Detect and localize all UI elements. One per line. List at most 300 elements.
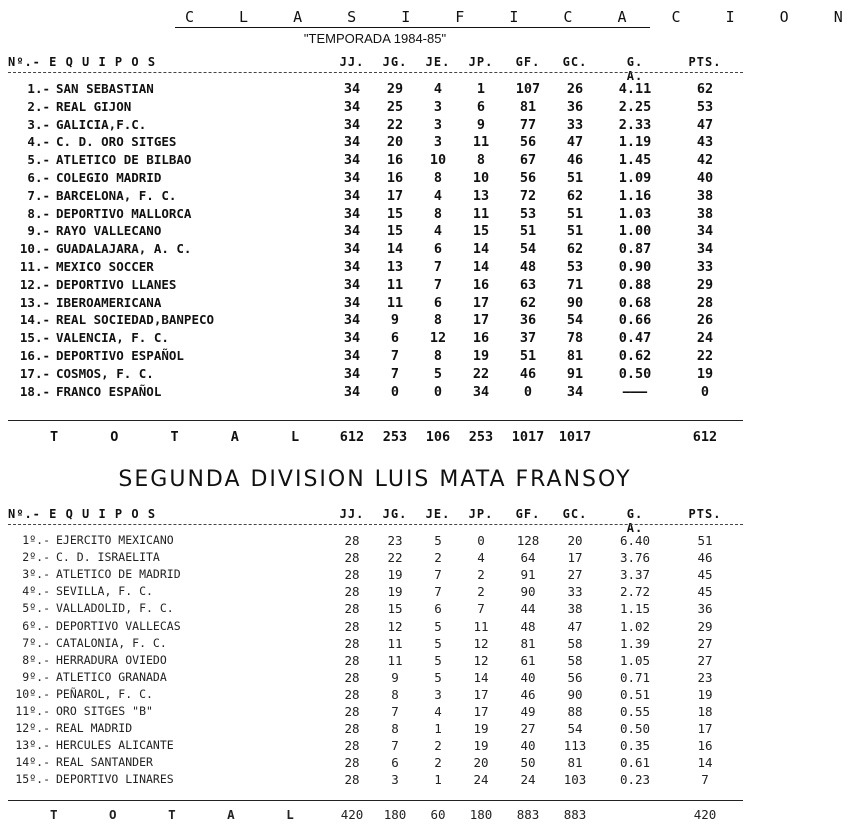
cell-jg: 7 (391, 738, 399, 754)
team-name: DEPORTIVO MALLORCA (56, 205, 192, 221)
cell-je: 8 (433, 170, 443, 186)
cell-gc: 17 (567, 550, 583, 566)
cell-je: 4 (433, 223, 443, 240)
header-pts: PTS. (688, 507, 722, 521)
cell-pts: 23 (697, 669, 713, 685)
cell-jp: 17 (472, 294, 490, 311)
cell-ga: 0.35 (619, 738, 651, 754)
cell-gf: 56 (519, 134, 537, 151)
cell-jg: 0 (390, 383, 400, 400)
cell-jg: 11 (386, 276, 404, 293)
cell-ga: 1.15 (619, 601, 651, 617)
rank: 9º.- (22, 669, 50, 684)
cell-jg: 9 (390, 312, 400, 329)
cell-gc: 46 (566, 152, 584, 169)
cell-je: 1 (434, 721, 442, 737)
cell-jj: 28 (344, 721, 360, 737)
cell-pts: 14 (697, 755, 713, 771)
cell-jj: 28 (344, 550, 360, 566)
total-gf: 883 (516, 807, 540, 822)
total-jg: 253 (382, 429, 408, 445)
cell-jp: 16 (472, 276, 490, 293)
table-row (0, 738, 750, 756)
rank: 13º.- (15, 738, 50, 753)
cell-gc: 20 (567, 533, 583, 548)
cell-ga: 1.00 (618, 223, 652, 240)
cell-jj: 34 (343, 312, 361, 329)
cell-gf: 54 (519, 241, 537, 258)
cell-gc: 62 (566, 187, 584, 204)
cell-gf: 0 (523, 383, 533, 400)
table-row (0, 584, 750, 602)
rank: 6º.- (22, 618, 50, 633)
cell-jp: 19 (472, 348, 490, 364)
cell-jp: 9 (476, 116, 486, 133)
cell-jg: 8 (391, 721, 399, 737)
table-row (0, 550, 750, 568)
cell-ga: 0.62 (618, 348, 652, 364)
cell-ga: ——— (622, 383, 648, 400)
cell-jp: 11 (473, 618, 489, 634)
header-jg: JG. (382, 55, 408, 69)
cell-jg: 15 (387, 601, 403, 617)
cell-ga: 0.50 (618, 365, 652, 382)
rank: 15.- (19, 330, 50, 346)
total-jp: 180 (469, 807, 493, 822)
cell-gf: 81 (520, 635, 536, 651)
cell-gf: 56 (519, 170, 537, 186)
total-pts: 612 (692, 429, 718, 445)
cell-je: 7 (434, 584, 442, 600)
cell-gc: 90 (567, 686, 583, 702)
cell-ga: 0.68 (618, 294, 652, 311)
rank: 3º.- (22, 567, 50, 582)
cell-je: 6 (433, 294, 443, 311)
cell-jj: 28 (344, 755, 360, 771)
header-gf: GF. (515, 507, 541, 521)
cell-jg: 3 (391, 772, 399, 788)
team-name: MEXICO SOCCER (56, 259, 154, 274)
cell-jg: 11 (386, 294, 404, 311)
table-row (0, 117, 750, 135)
cell-ga: 0.47 (618, 330, 652, 347)
cell-gf: 128 (516, 533, 540, 548)
cell-gc: 90 (566, 294, 584, 311)
cell-jp: 24 (473, 772, 489, 788)
cell-gc: 34 (566, 383, 584, 400)
cell-jj: 28 (344, 618, 360, 634)
cell-ga: 2.33 (618, 116, 652, 133)
cell-gc: 33 (566, 116, 584, 133)
rank: 17.- (19, 365, 50, 381)
cell-gf: 48 (520, 618, 536, 634)
cell-jj: 34 (343, 205, 361, 222)
team-name: ATLETICO DE BILBAO (56, 152, 192, 168)
cell-jj: 34 (343, 152, 361, 169)
cell-jg: 23 (387, 533, 403, 548)
cell-pts: 34 (696, 241, 714, 258)
cell-jj: 28 (344, 652, 360, 668)
cell-je: 10 (429, 152, 447, 169)
table-row (0, 670, 750, 688)
header-gf: GF. (515, 55, 541, 69)
team-name: BARCELONA, F. C. (56, 187, 177, 203)
cell-gc: 71 (566, 276, 584, 293)
header-gc: GC. (562, 507, 588, 521)
cell-gf: 51 (519, 348, 537, 364)
rank: 14.- (19, 312, 50, 328)
cell-jg: 9 (391, 669, 399, 685)
cell-je: 3 (433, 116, 443, 133)
rank: 1º.- (22, 533, 50, 547)
cell-gf: 48 (519, 259, 537, 275)
team-name: DEPORTIVO ESPAÑOL (56, 348, 184, 363)
cell-jg: 6 (391, 755, 399, 771)
team-name: PEÑAROL, F. C. (56, 686, 153, 701)
cell-jj: 34 (343, 170, 361, 186)
cell-gc: 58 (567, 635, 583, 651)
team-name: FRANCO ESPAÑOL (56, 383, 162, 399)
cell-ga: 1.39 (619, 635, 651, 651)
team-name: ATLETICO DE MADRID (56, 567, 181, 582)
cell-pts: 62 (696, 81, 714, 97)
cell-pts: 38 (696, 205, 714, 222)
team-name: C. D. ORO SITGES (56, 134, 177, 150)
cell-gc: 47 (567, 618, 583, 634)
cell-jp: 20 (473, 755, 489, 771)
cell-gf: 64 (520, 550, 536, 566)
cell-pts: 36 (697, 601, 713, 617)
table-header-row (0, 55, 750, 83)
rank: 7º.- (22, 635, 50, 650)
cell-pts: 38 (696, 187, 714, 204)
team-name: CATALONIA, F. C. (56, 635, 167, 650)
cell-gc: 54 (567, 721, 583, 737)
total-divider (8, 420, 743, 421)
cell-jp: 17 (473, 704, 489, 719)
cell-pts: 19 (696, 365, 714, 382)
cell-gf: 63 (519, 276, 537, 293)
cell-jj: 34 (343, 383, 361, 400)
cell-je: 8 (433, 205, 443, 222)
table-row (0, 241, 750, 259)
cell-jg: 11 (387, 635, 403, 651)
total-je: 60 (430, 807, 446, 822)
cell-jg: 19 (387, 567, 403, 583)
cell-gf: 72 (519, 187, 537, 204)
cell-ga: 1.05 (619, 652, 651, 668)
cell-je: 4 (433, 187, 443, 204)
table-row (0, 99, 750, 117)
cell-jg: 22 (386, 116, 404, 133)
cell-gc: 51 (566, 170, 584, 186)
cell-jp: 19 (473, 721, 489, 737)
header-gc: GC. (562, 55, 588, 69)
cell-gf: 49 (520, 704, 536, 719)
cell-jg: 16 (386, 170, 404, 186)
cell-ga: 0.71 (619, 669, 651, 685)
team-name: DEPORTIVO LLANES (56, 276, 177, 292)
table-row (0, 259, 750, 277)
cell-jp: 11 (472, 205, 490, 222)
cell-je: 6 (434, 601, 442, 617)
cell-ga: 3.76 (619, 550, 651, 566)
title-underline (175, 27, 650, 28)
cell-je: 8 (433, 312, 443, 329)
cell-jp: 0 (477, 533, 485, 548)
cell-gf: 46 (519, 365, 537, 382)
rank: 5.- (27, 152, 50, 168)
team-name: IBEROAMERICANA (56, 294, 162, 310)
cell-jj: 28 (344, 686, 360, 702)
team-name: DEPORTIVO LINARES (56, 772, 174, 787)
cell-pts: 16 (697, 738, 713, 754)
cell-je: 5 (434, 533, 442, 548)
cell-jj: 28 (344, 567, 360, 583)
cell-jj: 34 (343, 365, 361, 382)
cell-jg: 7 (390, 365, 400, 382)
cell-jp: 17 (473, 686, 489, 702)
table-row (0, 170, 750, 188)
cell-pts: 17 (697, 721, 713, 737)
cell-je: 7 (433, 259, 443, 275)
table-row (0, 188, 750, 206)
team-name: REAL SOCIEDAD,BANPECO (56, 312, 215, 328)
cell-gc: 38 (567, 601, 583, 617)
cell-jg: 17 (386, 187, 404, 204)
cell-pts: 46 (697, 550, 713, 566)
cell-gc: 103 (563, 772, 587, 788)
cell-pts: 27 (697, 652, 713, 668)
cell-gf: 90 (520, 584, 536, 600)
cell-jj: 34 (343, 116, 361, 133)
cell-je: 8 (433, 348, 443, 364)
rank: 1.- (27, 81, 50, 96)
cell-pts: 19 (697, 686, 713, 702)
cell-jj: 28 (344, 704, 360, 719)
total-jj: 420 (340, 807, 364, 822)
cell-jg: 7 (391, 704, 399, 719)
cell-gf: 40 (520, 738, 536, 754)
cell-gf: 81 (519, 98, 537, 115)
table-row (0, 348, 750, 366)
cell-je: 0 (433, 383, 443, 400)
rank: 6.- (27, 170, 50, 185)
rank: 4.- (27, 134, 50, 150)
team-name: REAL GIJON (56, 98, 132, 114)
team-name: HERRADURA OVIEDO (56, 652, 167, 667)
cell-jj: 28 (344, 533, 360, 548)
cell-jp: 14 (472, 241, 490, 258)
team-name: EJERCITO MEXICANO (56, 533, 174, 547)
header-jp: JP. (468, 507, 494, 521)
cell-ga: 0.50 (619, 721, 651, 737)
team-name: ORO SITGES "B" (56, 704, 153, 718)
rank: 10º.- (15, 686, 50, 701)
cell-ga: 0.66 (618, 312, 652, 329)
total-gc: 1017 (558, 429, 592, 445)
header-jj: JJ. (339, 55, 365, 69)
cell-pts: 47 (696, 116, 714, 133)
cell-jg: 13 (386, 259, 404, 275)
rank: 13.- (19, 294, 50, 310)
cell-jj: 28 (344, 601, 360, 617)
cell-jp: 16 (472, 330, 490, 347)
cell-gc: 81 (566, 348, 584, 364)
cell-gc: 51 (566, 205, 584, 222)
cell-jj: 28 (344, 738, 360, 754)
cell-jj: 28 (344, 584, 360, 600)
team-name: SEVILLA, F. C. (56, 584, 153, 599)
header-jp: JP. (468, 55, 494, 69)
table-header-row (0, 507, 750, 535)
team-name: REAL SANTANDER (56, 755, 153, 770)
cell-je: 4 (433, 81, 443, 97)
cell-je: 4 (434, 704, 442, 719)
cell-jp: 12 (473, 652, 489, 668)
cell-jp: 34 (472, 383, 490, 400)
cell-je: 6 (433, 241, 443, 258)
cell-gc: 81 (567, 755, 583, 771)
cell-ga: 2.72 (619, 584, 651, 600)
cell-jp: 11 (472, 134, 490, 151)
team-name: COLEGIO MADRID (56, 170, 162, 185)
cell-pts: 53 (696, 98, 714, 115)
total-gf: 1017 (511, 429, 545, 445)
table-row (0, 366, 750, 384)
rank: 7.- (27, 187, 50, 203)
cell-ga: 0.55 (619, 704, 651, 719)
table-row (0, 687, 750, 705)
cell-pts: 28 (696, 294, 714, 311)
total-label: T O T A L (50, 429, 322, 445)
cell-ga: 1.02 (619, 618, 651, 634)
total-jj: 612 (339, 429, 365, 445)
table-row (0, 755, 750, 773)
rank: 8.- (27, 205, 50, 221)
cell-pts: 42 (696, 152, 714, 169)
cell-pts: 51 (697, 533, 713, 548)
cell-gc: 78 (566, 330, 584, 347)
cell-pts: 40 (696, 170, 714, 186)
cell-ga: 1.45 (618, 152, 652, 169)
cell-je: 1 (434, 772, 442, 788)
cell-gc: 47 (566, 134, 584, 151)
cell-gc: 36 (566, 98, 584, 115)
cell-gf: 67 (519, 152, 537, 169)
cell-gc: 33 (567, 584, 583, 600)
table-row (0, 134, 750, 152)
cell-jj: 34 (343, 348, 361, 364)
cell-jj: 34 (343, 187, 361, 204)
total-pts: 420 (693, 807, 717, 822)
cell-jp: 8 (476, 152, 486, 169)
header-pts: PTS. (688, 55, 722, 69)
cell-jp: 10 (472, 170, 490, 186)
rank: 5º.- (22, 601, 50, 616)
cell-pts: 45 (697, 567, 713, 583)
team-name: REAL MADRID (56, 721, 133, 736)
table-row (0, 653, 750, 671)
rank: 2º.- (22, 550, 50, 565)
cell-je: 5 (434, 618, 442, 634)
header-je: JE. (425, 507, 451, 521)
cell-ga: 0.23 (619, 772, 651, 788)
cell-pts: 26 (696, 312, 714, 329)
cell-ga: 0.88 (618, 276, 652, 293)
cell-ga: 4.11 (618, 81, 652, 97)
header-equipos: Nº.- E Q U I P O S (8, 55, 157, 69)
cell-gc: 53 (566, 259, 584, 275)
cell-pts: 29 (696, 276, 714, 293)
team-name: RAYO VALLECANO (56, 223, 162, 239)
cell-jg: 20 (386, 134, 404, 151)
cell-pts: 24 (696, 330, 714, 347)
rank: 12.- (19, 276, 50, 292)
rank: 16.- (19, 348, 50, 363)
cell-jj: 34 (343, 276, 361, 293)
table-row (0, 330, 750, 348)
cell-gc: 56 (567, 669, 583, 685)
team-name: DEPORTIVO VALLECAS (56, 618, 181, 633)
table-row (0, 601, 750, 619)
table-row (0, 384, 750, 402)
cell-je: 5 (434, 669, 442, 685)
cell-gc: 58 (567, 652, 583, 668)
table-row (0, 223, 750, 241)
header-jj: JJ. (339, 507, 365, 521)
cell-jg: 12 (387, 618, 403, 634)
cell-gf: 62 (519, 294, 537, 311)
cell-jj: 34 (343, 134, 361, 151)
table-row (0, 636, 750, 654)
cell-jp: 7 (477, 601, 485, 617)
table-row (0, 567, 750, 585)
cell-gf: 36 (519, 312, 537, 329)
cell-jp: 17 (472, 312, 490, 329)
cell-gf: 51 (519, 223, 537, 240)
team-name: HERCULES ALICANTE (56, 738, 174, 753)
header-divider (8, 72, 743, 73)
rank: 14º.- (15, 755, 50, 770)
cell-gf: 107 (515, 81, 541, 97)
cell-pts: 33 (696, 259, 714, 275)
cell-jj: 34 (343, 259, 361, 275)
cell-gc: 51 (566, 223, 584, 240)
cell-je: 2 (434, 550, 442, 566)
cell-pts: 45 (697, 584, 713, 600)
cell-ga: 1.09 (618, 170, 652, 186)
cell-jp: 13 (472, 187, 490, 204)
cell-ga: 3.37 (619, 567, 651, 583)
cell-ga: 0.87 (618, 241, 652, 258)
table-row (0, 81, 750, 99)
cell-gf: 44 (520, 601, 536, 617)
total-jg: 180 (383, 807, 407, 822)
total-row (0, 807, 750, 825)
total-gc: 883 (563, 807, 587, 822)
cell-je: 3 (433, 134, 443, 151)
cell-jp: 1 (476, 81, 486, 97)
cell-je: 5 (434, 635, 442, 651)
header-je: JE. (425, 55, 451, 69)
total-row (0, 429, 750, 447)
cell-gc: 54 (566, 312, 584, 329)
cell-je: 7 (434, 567, 442, 583)
cell-ga: 2.25 (618, 98, 652, 115)
total-divider (8, 800, 743, 801)
rank: 4º.- (22, 584, 50, 599)
